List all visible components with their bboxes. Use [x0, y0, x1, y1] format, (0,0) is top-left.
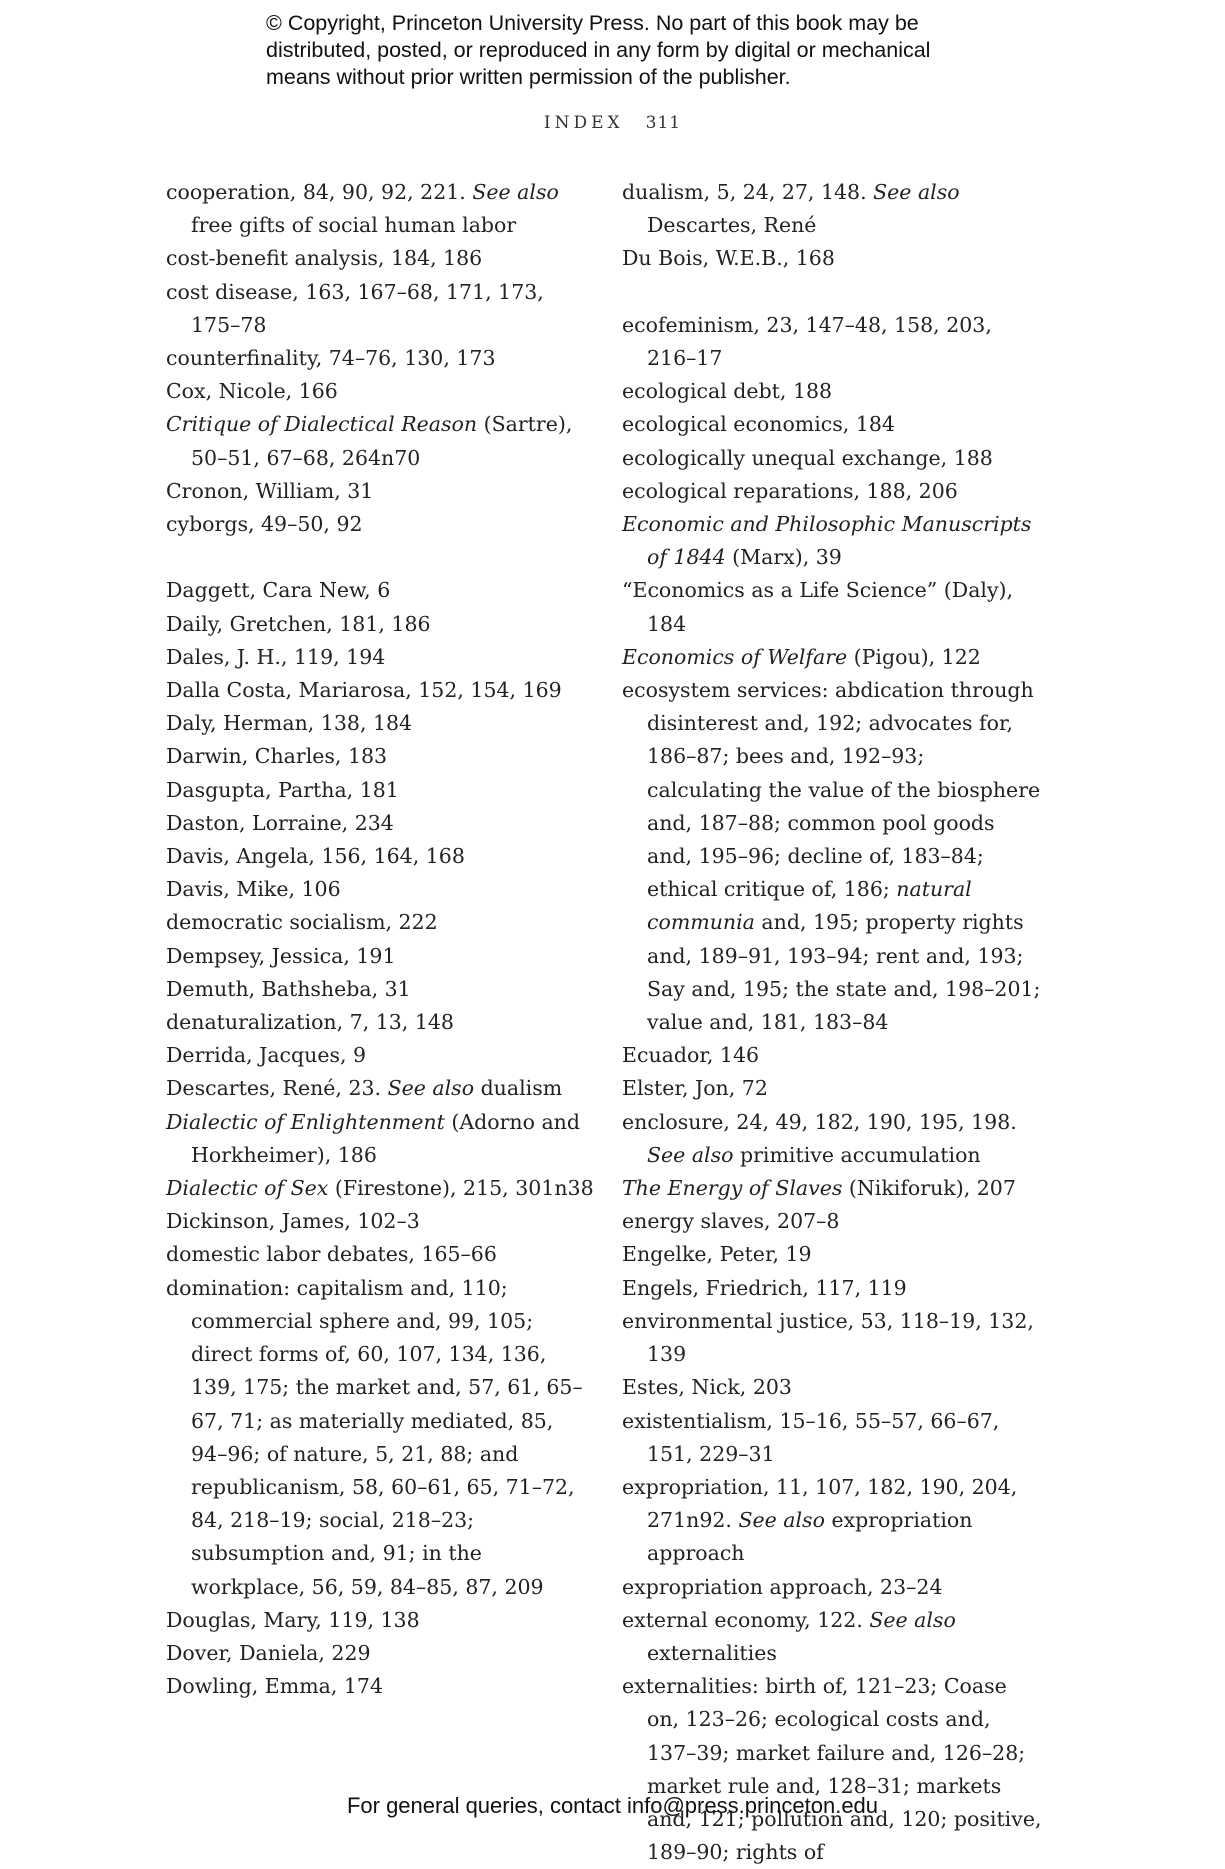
- index-entry: [622, 1371, 1042, 1404]
- section-gap: [166, 541, 596, 574]
- index-entry: [166, 375, 596, 408]
- index-entry-text: free gifts of social human labor: [191, 213, 517, 238]
- index-entry: [622, 1205, 1042, 1238]
- index-entry: [622, 1305, 1042, 1371]
- index-entry: [622, 1405, 1042, 1471]
- index-entry-text: denaturalization, 7, 13, 148: [166, 1010, 454, 1035]
- index-entry: [622, 674, 1042, 1039]
- index-entry-text: Daily, Gretchen, 181, 186: [166, 611, 431, 636]
- index-entry-text: (Pigou), 122: [847, 644, 981, 669]
- index-column-left: [166, 176, 596, 1703]
- index-entry-text: Dales, J. H., 119, 194: [166, 644, 386, 669]
- index-entry-text: counterfinality, 74–76, 130, 173: [166, 346, 496, 371]
- index-entry-text: Daggett, Cara New, 6: [166, 578, 391, 603]
- index-entry: [166, 873, 596, 906]
- index-entry-text: ecosystem services: abdication through disinterest and, 192; advocates for, 186–87; bees and, 192–93; calculating the value of the biosphere and, 187–88; common pool goods and, 195–96; decline of, 183–84; ethical critique of, 186;: [622, 678, 1041, 902]
- index-entry: [166, 342, 596, 375]
- index-entry-text: Elster, Jon, 72: [622, 1076, 768, 1101]
- index-entry-italic: Economics of Welfare: [622, 644, 848, 669]
- copyright-notice: [266, 10, 1026, 91]
- index-entry-text: external economy, 122.: [622, 1607, 870, 1632]
- index-entry-italic: Economic and Philosophic Manuscripts of 1844: [622, 512, 1032, 570]
- index-entry-text: “Economics as a Life Science” (Daly), 184: [622, 578, 1014, 636]
- page-number: 311: [645, 113, 682, 133]
- running-head-label: INDEX: [543, 113, 624, 133]
- index-entry: [166, 475, 596, 508]
- index-entry: [622, 1106, 1042, 1172]
- index-entry: [166, 242, 596, 275]
- index-entry-text: Derrida, Jacques, 9: [166, 1043, 367, 1068]
- index-entry-italic: natural communia: [647, 877, 972, 935]
- index-entry: [622, 574, 1042, 640]
- index-entry-text: Cox, Nicole, 166: [166, 379, 338, 404]
- index-column-right: [622, 176, 1042, 1869]
- index-entry-text: Davis, Mike, 106: [166, 877, 341, 902]
- index-entry-italic: Dialectic of Sex: [166, 1176, 329, 1201]
- index-entry: [166, 1039, 596, 1072]
- index-entry: [166, 840, 596, 873]
- index-entry-text: dualism, 5, 24, 27, 148.: [622, 180, 874, 204]
- index-entry-text: domination: capitalism and, 110; commercial sphere and, 99, 105; direct forms of, 60, 107, 134, 136, 139, 175; the market and, 57, 61, 65–67, 71; as materially mediated, 85, 94–96; of nature, 5, 21, 88; and republicanism, 58, 60–61, 65, 71–72, 84, 218–19; social, 218–23; subsumption and, 91; in the workplace, 56, 59, 84–85, 87, 209: [166, 1275, 583, 1599]
- index-entry: [166, 508, 596, 541]
- index-entry-text: Cronon, William, 31: [166, 478, 374, 503]
- index-entry-text: and, 195; property rights and, 189–91, 193–94; rent and, 193; Say and, 195; the state and, 198–201; value and, 181, 183–84: [647, 910, 1041, 1035]
- index-entry-text: Dempsey, Jessica, 191: [166, 943, 396, 968]
- index-entry: [166, 608, 596, 641]
- index-entry: [622, 176, 1042, 242]
- index-entry-text: (Marx), 39: [725, 545, 842, 570]
- index-entry: [622, 1072, 1042, 1105]
- index-entry-text: ecologically unequal exchange, 188: [622, 445, 993, 470]
- section-gap: [622, 276, 1042, 309]
- index-entry-text: Douglas, Mary, 119, 138: [166, 1607, 420, 1632]
- index-entry: [166, 1604, 596, 1637]
- index-entry: [622, 1272, 1042, 1305]
- index-entry-text: cost disease, 163, 167–68, 171, 173, 175–78: [166, 279, 544, 337]
- index-entry-text: cyborgs, 49–50, 92: [166, 512, 363, 537]
- index-entry: [622, 508, 1042, 574]
- index-entry-text: externalities: birth of, 121–23; Coase on, 123–26; ecological costs and, 137–39; market failure and, 126–28; market rule and, 128–31; markets and, 121; pollution and, 120; positive, 189–90; rights of: [622, 1674, 1042, 1865]
- index-entry: [622, 641, 1042, 674]
- index-entry: [166, 1670, 596, 1703]
- index-entry: [622, 242, 1042, 275]
- index-entry-text: Dickinson, James, 102–3: [166, 1209, 420, 1234]
- copyright-line: means without prior written permission of the publisher.: [266, 65, 791, 89]
- index-entry-text: externalities: [647, 1640, 777, 1665]
- index-entry: [166, 807, 596, 840]
- index-entry-text: (Sartre), 50–51, 67–68, 264n70: [191, 412, 573, 470]
- index-entry-text: cost-benefit analysis, 184, 186: [166, 246, 483, 271]
- index-entry-italic: See also: [387, 1076, 475, 1101]
- index-entry: [166, 906, 596, 939]
- index-entry-text: expropriation approach, 23–24: [622, 1574, 943, 1599]
- index-entry: [622, 475, 1042, 508]
- index-entry: [166, 973, 596, 1006]
- index-entry-text: Darwin, Charles, 183: [166, 744, 388, 769]
- index-entry-text: enclosure, 24, 49, 182, 190, 195, 198.: [622, 1109, 1017, 1134]
- index-entry-text: expropriation, 11, 107, 182, 190, 204, 271n92.: [622, 1474, 1018, 1533]
- index-entry-text: Estes, Nick, 203: [622, 1375, 792, 1400]
- index-entry: [622, 1604, 1042, 1670]
- index-entry: [166, 1272, 596, 1604]
- index-entry: [622, 408, 1042, 441]
- index-entry-text: Demuth, Bathsheba, 31: [166, 976, 411, 1001]
- index-entry-text: democratic socialism, 222: [166, 910, 438, 935]
- index-entry-text: Ecuador, 146: [622, 1043, 760, 1068]
- index-entry-text: domestic labor debates, 165–66: [166, 1242, 497, 1267]
- index-entry: [166, 276, 596, 342]
- index-entry: [622, 442, 1042, 475]
- index-entry: [166, 1072, 596, 1105]
- index-entry: [166, 641, 596, 674]
- index-entry-text: dualism: [474, 1076, 563, 1101]
- index-entry-text: (Nikiforuk), 207: [842, 1176, 1016, 1201]
- index-entry-text: Engelke, Peter, 19: [622, 1242, 812, 1267]
- copyright-line: distributed, posted, or reproduced in any form by digital or mechanical: [266, 38, 931, 62]
- index-entry: [622, 1670, 1042, 1869]
- index-entry-italic: See also: [869, 1607, 956, 1632]
- index-entry: [622, 1172, 1042, 1205]
- index-entry: [622, 1039, 1042, 1072]
- index-entry-text: (Adorno and Horkheimer), 186: [191, 1109, 581, 1167]
- index-entry: [166, 574, 596, 607]
- index-entry-text: ecological reparations, 188, 206: [622, 478, 958, 503]
- index-entry-italic: Dialectic of Enlightenment: [166, 1109, 445, 1134]
- index-entry: [166, 1006, 596, 1039]
- index-entry: [166, 408, 596, 474]
- index-entry-text: ecological debt, 188: [622, 379, 833, 404]
- running-head: [0, 113, 1225, 133]
- index-entry: [166, 707, 596, 740]
- index-entry-italic: See also: [873, 180, 960, 204]
- index-entry: [166, 1637, 596, 1670]
- index-entry-italic: See also: [647, 1142, 734, 1167]
- index-entry-italic: See also: [738, 1508, 825, 1533]
- index-entry-text: Dover, Daniela, 229: [166, 1640, 371, 1665]
- copyright-line: © Copyright, Princeton University Press. No part of this book may be: [266, 11, 919, 35]
- index-entry: [166, 740, 596, 773]
- index-entry: [622, 375, 1042, 408]
- index-entry: [166, 1205, 596, 1238]
- index-entry-text: Dasgupta, Partha, 181: [166, 777, 399, 802]
- index-entry-text: Daston, Lorraine, 234: [166, 810, 394, 835]
- index-entry: [166, 1238, 596, 1271]
- index-entry-text: Engels, Friedrich, 117, 119: [622, 1275, 907, 1300]
- index-entry-text: Dalla Costa, Mariarosa, 152, 154, 169: [166, 678, 562, 703]
- index-entry-text: environmental justice, 53, 118–19, 132, 139: [622, 1308, 1034, 1367]
- index-entry-text: cooperation, 84, 90, 92, 221.: [166, 180, 473, 204]
- index-entry-text: Davis, Angela, 156, 164, 168: [166, 844, 465, 869]
- index-entry-text: (Firestone), 215, 301n38: [328, 1176, 594, 1201]
- index-entry: [166, 1106, 596, 1172]
- index-entry: [166, 940, 596, 973]
- index-entry-text: primitive accumulation: [733, 1142, 981, 1167]
- index-entry-text: energy slaves, 207–8: [622, 1209, 840, 1234]
- index-entry-text: Dowling, Emma, 174: [166, 1674, 384, 1699]
- index-entry-text: Daly, Herman, 138, 184: [166, 711, 413, 736]
- index-entry-italic: The Energy of Slaves: [622, 1176, 843, 1201]
- index-entry: [622, 309, 1042, 375]
- index-entry: [622, 1471, 1042, 1571]
- index-entry: [622, 1571, 1042, 1604]
- index-entry-text: ecofeminism, 23, 147–48, 158, 203, 216–17: [622, 312, 992, 370]
- index-entry: [622, 1238, 1042, 1271]
- index-entry-text: Descartes, René: [647, 213, 817, 238]
- index-entry: [166, 774, 596, 807]
- footer-contact: For general queries, contact info@press.princeton.edu: [346, 1793, 879, 1818]
- index-entry: [166, 1172, 596, 1205]
- index-entry: [166, 674, 596, 707]
- index-entry-italic: See also: [472, 180, 559, 204]
- index-entry-text: expropriation approach: [647, 1508, 973, 1566]
- index-entry-italic: Critique of Dialectical Reason: [166, 412, 478, 437]
- index-entry-text: existentialism, 15–16, 55–57, 66–67, 151, 229–31: [622, 1408, 1000, 1466]
- index-entry: [166, 176, 596, 242]
- index-entry-text: Descartes, René, 23.: [166, 1076, 388, 1101]
- index-entry-text: ecological economics, 184: [622, 412, 895, 437]
- index-entry-text: Du Bois, W.E.B., 168: [622, 246, 835, 271]
